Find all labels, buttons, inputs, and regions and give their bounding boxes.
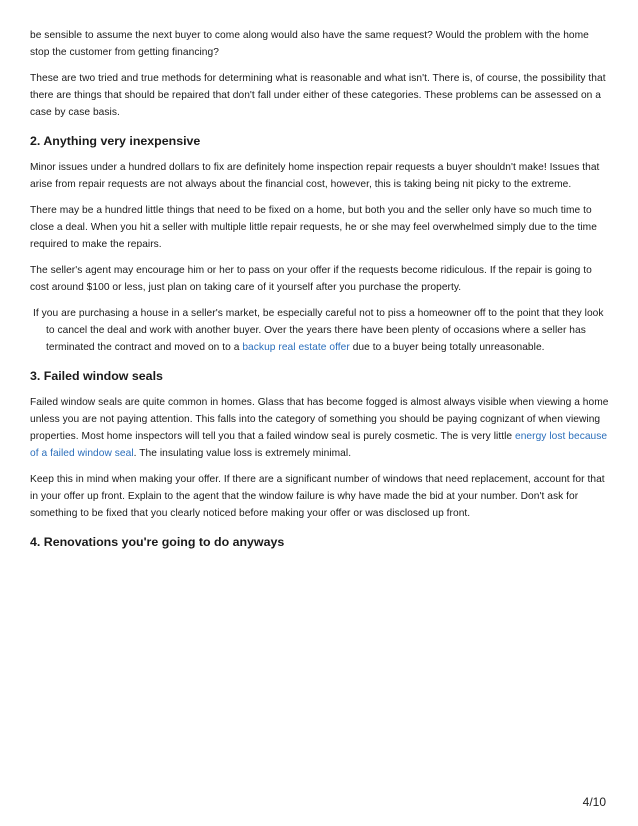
paragraph: There may be a hundred little things that need to be fixed on a home, but both you and the seller only have so much time to close a deal. When you hit a seller with multiple little repair requests, he or she may feel overwhelmed simply due to the time required to make the repairs. <box>30 205 597 250</box>
text-span: Failed window seals are quite common in homes. Glass that has become fogged is almost always visible when viewing a home unless you are not paying attention. This falls into the category of something you should be paying cognizant of when viewing properties. Most home inspectors will tell you that a failed window seal is purely cosmetic. The is very little <box>30 397 609 442</box>
text-span: . The insulating value loss is extremely minimal. <box>133 448 352 459</box>
backup-offer-link[interactable]: backup real estate offer <box>242 342 350 353</box>
indented-paragraph <box>30 305 610 356</box>
section-heading-3: 3. Failed window seals <box>30 369 163 383</box>
text-span: due to a buyer being totally unreasonable. <box>349 342 545 353</box>
section-heading-2: 2. Anything very inexpensive <box>30 134 201 148</box>
paragraph <box>30 394 610 462</box>
paragraph: The seller's agent may encourage him or her to pass on your offer if the requests become ridiculous. If the repair is going to cost around $100 or less, just plan on taking care of it yourself after you purchase the property. <box>30 265 592 293</box>
text-span: If you are purchasing a house in a seller's market, be especially careful not to piss a homeowner off to the point that they look to cancel the deal and work with another buyer. Over the years there have been plenty of occasions where a seller has terminated the contract and moved on to a <box>33 308 604 353</box>
paragraph: be sensible to assume the next buyer to come along would also have the same request? Would the problem with the home stop the customer from getting financing? <box>30 30 589 58</box>
page-number: 4/10 <box>582 795 606 809</box>
document-body <box>30 27 610 560</box>
energy-lost-link[interactable]: energy lost because of a failed window seal <box>30 431 608 459</box>
paragraph: Keep this in mind when making your offer. If there are a significant number of windows that need replacement, account for that in your offer up front. Explain to the agent that the window failure is why have made the bid at your number. Don't ask for something to be fixed that you clearly noticed before making your offer or was disclosed up front. <box>30 474 605 519</box>
paragraph: These are two tried and true methods for determining what is reasonable and what isn't. There is, of course, the possibility that there are things that should be repaired that don't fall under either of these categories. These problems can be assessed on a case by case basis. <box>30 73 606 118</box>
paragraph: Minor issues under a hundred dollars to fix are definitely home inspection repair requests a buyer shouldn't make! Issues that arise from repair requests are not always about the financial cost, however, this is taking being nit picky to the extreme. <box>30 162 600 190</box>
section-heading-4: 4. Renovations you're going to do anyways <box>30 535 285 549</box>
